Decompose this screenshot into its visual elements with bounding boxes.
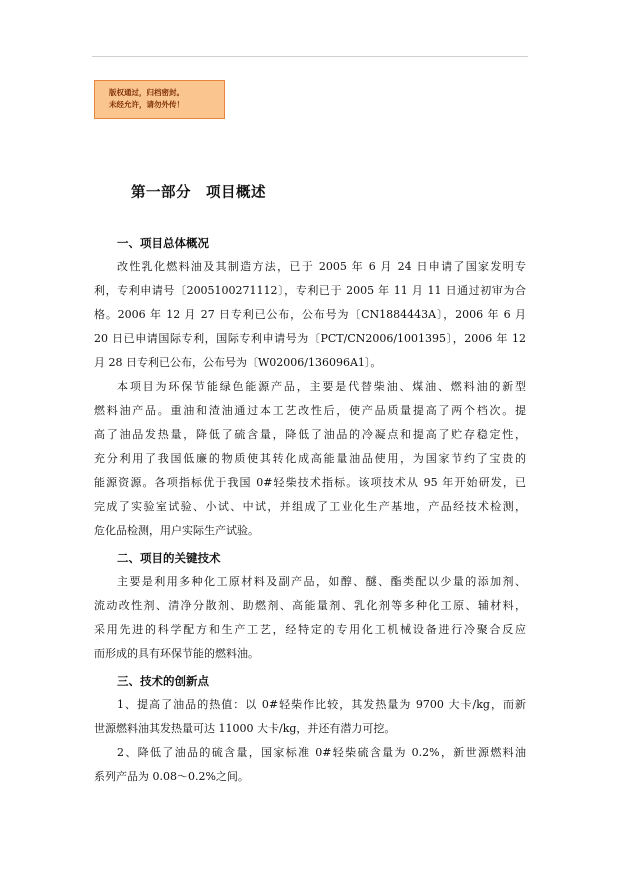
paragraph-line: 本项目为环保节能绿色能源产品，主要是代替柴油、煤油、燃料油的新型 (117, 380, 526, 393)
paragraph-line: 2、降低了油品的硫含量，国家标准 0#轻柴硫含量为 0.2%，新世源燃料油 (117, 746, 526, 759)
paragraph-line: 燃料油产品。重油和渣油通过本工艺改性后，使产品质量提高了两个档次。提 (94, 404, 526, 417)
paragraph-line: 系列产品为 0.08～0.2%之间。 (94, 770, 249, 783)
paragraph-line: 流动改性剂、清净分散剂、助燃剂、高能量剂、乳化剂等多种化工原、辅材料， (94, 599, 526, 612)
paragraph-line: 20 日已申请国际专利，国际专利申请号为〔PCT/CN2006/1001395〕，2006 年 12 (94, 332, 526, 345)
section-heading-overview: 一、项目总体概况 (117, 236, 209, 250)
paragraph-line: 充分利用了我国低廉的物质使其转化成高能量油品使用，为国家节约了宝贵的 (94, 452, 526, 465)
paragraph-line: 格。2006 年 12 月 27 日专利已公布，公布号为〔CN1884443A〕，2006 年 6 月 (94, 308, 526, 321)
section-heading-key-technology: 二、项目的关键技术 (117, 551, 221, 565)
paragraph-line: 月 28 日专利已公布，公布号为〔W02006/136096A1〕。 (94, 356, 382, 369)
notice-line-1: 版权通过，归档密封。 (109, 88, 184, 97)
header-rule (92, 56, 528, 57)
paragraph-line: 能源资源。各项指标优于我国 0#轻柴技术指标。该项技术从 95 年开始研发，已 (94, 476, 526, 489)
section-heading-innovations: 三、技术的创新点 (117, 674, 209, 688)
paragraph-line: 利，专利申请号〔2005100271112〕，专利已于 2005 年 11 月 11 日通过初审为合 (94, 284, 526, 297)
paragraph-line: 1、提高了油品的热值：以 0#轻柴作比较，其发热量为 9700 大卡/kg，而新 (117, 698, 526, 711)
paragraph-line: 改性乳化燃料油及其制造方法，已于 2005 年 6 月 24 日申请了国家发明专 (117, 260, 526, 273)
part-title: 第一部分 项目概述 (131, 184, 266, 201)
paragraph-line: 世源燃料油其发热量可达 11000 大卡/kg，并还有潜力可挖。 (94, 722, 396, 735)
paragraph-line: 完成了实验室试验、小试、中试，并组成了工业化生产基地，产品经技术检测， (94, 500, 526, 513)
notice-line-2: 未经允许，请勿外传！ (109, 100, 184, 109)
confidential-notice-stamp (94, 80, 225, 119)
paragraph-line: 而形成的具有环保节能的燃料油。 (94, 647, 259, 660)
paragraph-line: 高了油品发热量，降低了硫含量，降低了油品的冷凝点和提高了贮存稳定性， (94, 428, 526, 441)
paragraph-line: 采用先进的科学配方和生产工艺，经特定的专用化工机械设备进行冷聚合反应 (94, 623, 526, 636)
paragraph-line: 主要是利用多种化工原材料及副产品，如醇、醚、酯类配以少量的添加剂、 (117, 575, 526, 588)
paragraph-line: 危化品检测，用户实际生产试验。 (94, 524, 259, 537)
